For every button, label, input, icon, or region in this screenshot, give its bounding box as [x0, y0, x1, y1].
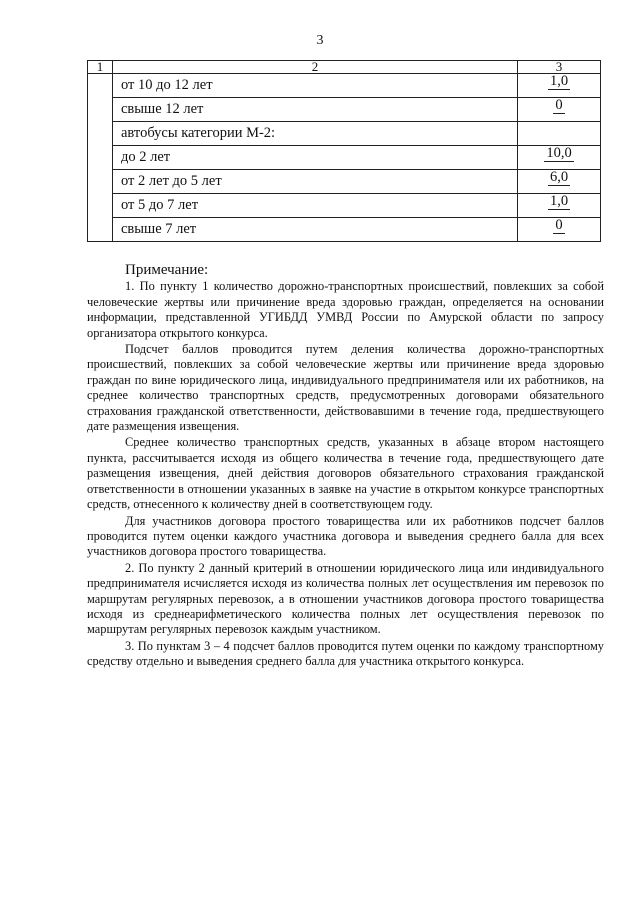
- page-number: 3: [316, 33, 324, 48]
- score-value: 1,0: [549, 193, 569, 209]
- note-paragraph: 1. По пункту 1 количество дорожно-транспортных происшествий, повлекших за собой человеческие жертвы или причинение вреда здоровью граждан, определяется на основании информации, представленной УГИБДД УМВД России по Амурской области по запросу организатора открытого конкурса.: [87, 279, 604, 340]
- table-row: [88, 146, 601, 170]
- table-row: [88, 98, 601, 122]
- row-score: [518, 98, 601, 122]
- row-label: свыше 7 лет: [113, 218, 518, 242]
- row-label: от 5 до 7 лет: [113, 194, 518, 218]
- row-label: от 10 до 12 лет: [113, 74, 518, 98]
- score-value: 1,0: [549, 73, 569, 89]
- note-paragraph: Среднее количество транспортных средств, указанных в абзаце втором настоящего пункта, рассчитывается исходя из общего количества в течение года, предшествующего дате размещения извещения, дней действия договоров обязательного страхования гражданской ответственности в отношении указанных в заявке на участие в открытом конкурсе транспортных средств, отнесенного к количеству дней в соответствующем году.: [87, 435, 604, 512]
- row-score: [518, 74, 601, 98]
- row-label: от 2 лет до 5 лет: [113, 170, 518, 194]
- row-score: [518, 122, 601, 146]
- table-row: [88, 194, 601, 218]
- table-row: [88, 170, 601, 194]
- table-row: [88, 218, 601, 242]
- header-col-2: 2: [113, 61, 518, 74]
- row-score: [518, 170, 601, 194]
- table-row: [88, 122, 601, 146]
- row-label: автобусы категории М-2:: [113, 122, 518, 146]
- score-value: 0: [555, 217, 563, 233]
- criteria-table: [87, 60, 601, 242]
- row-label: до 2 лет: [113, 146, 518, 170]
- note-paragraph: Подсчет баллов проводится путем деления количества дорожно-транспортных происшествий, повлекших за собой человеческие жертвы или причинение вреда здоровью граждан по вине юридического лица, индивидуального предпринимателя или их работников, на среднее количество транспортных средств, предусмотренных договорами обязательного страхования гражданской ответственности, действовавшими в течение года, предшествующего дате размещения извещения.: [87, 342, 604, 434]
- header-col-3: 3: [518, 61, 601, 74]
- row-score: [518, 146, 601, 170]
- row-score: [518, 218, 601, 242]
- merged-number-cell: [88, 74, 113, 242]
- notes-heading: Примечание:: [125, 262, 209, 278]
- notes-section: [87, 263, 604, 670]
- score-value: 6,0: [549, 169, 569, 185]
- note-paragraph: 3. По пунктам 3 – 4 подсчет баллов проводится путем оценки по каждому транспортному средству отдельно и выведения среднего балла для участника открытого конкурса.: [87, 638, 604, 669]
- score-value: 10,0: [546, 145, 572, 161]
- header-col-1: 1: [88, 61, 113, 74]
- score-value: 0: [555, 97, 563, 113]
- row-label: свыше 12 лет: [113, 98, 518, 122]
- row-score: [518, 194, 601, 218]
- table-row: [88, 74, 601, 98]
- table-header-row: [88, 61, 601, 74]
- note-paragraph: Для участников договора простого товарищества или их работников подсчет баллов проводится путем оценки каждого участника договора и выведения среднего балла для всех участников договора простого товарищества.: [87, 513, 604, 559]
- note-paragraph: 2. По пункту 2 данный критерий в отношении юридического лица или индивидуального предпринимателя исчисляется исходя из количества полных лет осуществления им перевозок по маршрутам регулярных перевозок, а в отношении участников договора простого товарищества исходя из среднеарифметического количества полных лет осуществления перевозок по маршрутам регулярных перевозок каждым участником.: [87, 560, 604, 637]
